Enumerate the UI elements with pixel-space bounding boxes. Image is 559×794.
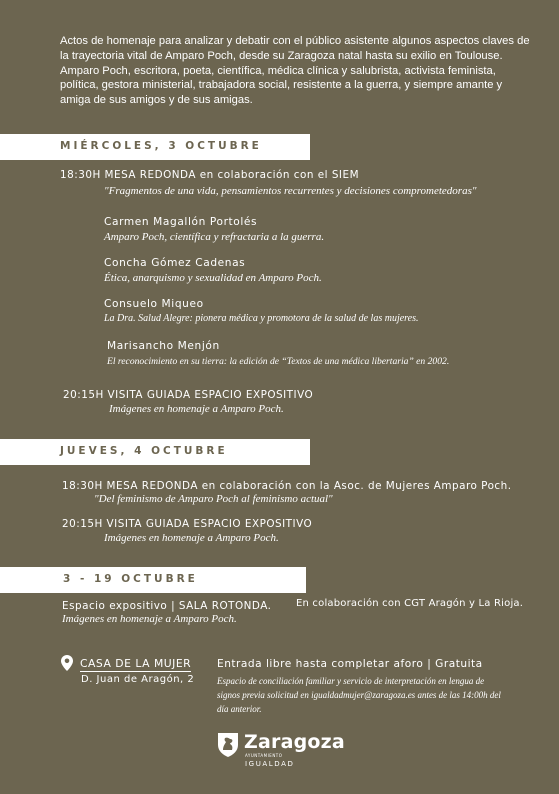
day1-label: MIÉRCOLES, 3 OCTUBRE xyxy=(60,140,262,152)
speaker-talk: Amparo Poch, científica y refractaria a la guerra. xyxy=(104,231,325,243)
day2-band xyxy=(0,439,310,465)
day3-espacio-heading: Espacio expositivo | SALA ROTONDA. xyxy=(62,600,272,612)
venue-address: D. Juan de Aragón, 2 xyxy=(81,674,195,685)
entrada-text: Entrada libre hasta completar aforo | Gratuita xyxy=(217,658,483,670)
speaker-talk: Ética, anarquismo y sexualidad en Amparo Poch. xyxy=(104,272,322,284)
location-pin-icon xyxy=(61,655,73,671)
intro-text: Actos de homenaje para analizar y debatir con el público asistente algunos aspectos claves de la trayectoria vital de Amparo Poch, desde su Zaragoza natal hasta su exilio en Toulouse. Amparo Poch, escritora, poeta, científica, médica clínica y salubrista, activista feminista, política, gestora ministerial, trabajadora social, resistente a la guerra, y siempre amante y amiga de sus amigos y de sus amigas. xyxy=(60,35,530,107)
logo-dept: IGUALDAD xyxy=(245,760,295,768)
day3-label: 3 - 19 OCTUBRE xyxy=(63,573,198,585)
day1-band xyxy=(0,134,310,160)
day2-visita-heading: 20:15H VISITA GUIADA ESPACIO EXPOSITIVO xyxy=(62,518,313,530)
lion-crest-icon xyxy=(217,732,239,758)
day2-mesa-heading: 18:30H MESA REDONDA en colaboración con la Asoc. de Mujeres Amparo Poch. xyxy=(62,480,512,492)
day3-band xyxy=(0,567,306,593)
day1-mesa-heading: 18:30H MESA REDONDA en colaboración con el SIEM xyxy=(60,169,360,181)
conciliation-note: Espacio de conciliación familiar y servicio de interpretación en lengua de signos previa solicitud en igualdadmujer@zaragoza.es antes de las 14:00h del día anterior. xyxy=(217,676,501,714)
logo-sub: AYUNTAMIENTO xyxy=(245,753,283,758)
day2-visita-sub: Imágenes en homenaje a Amparo Poch. xyxy=(104,532,279,544)
day2-mesa-title: "Del feminismo de Amparo Poch al feminismo actual" xyxy=(94,493,333,505)
speaker-name: Consuelo Miqueo xyxy=(104,298,204,310)
speaker-name: Carmen Magallón Portolés xyxy=(104,216,258,228)
speaker-name: Marisancho Menjón xyxy=(107,340,220,352)
speaker-talk: La Dra. Salud Alegre: pionera médica y promotora de la salud de las mujeres. xyxy=(104,313,419,324)
speaker-talk: El reconocimiento en su tierra: la edición de “Textos de una médica libertaria” en 2002. xyxy=(107,356,450,367)
day2-label: JUEVES, 4 OCTUBRE xyxy=(60,445,228,457)
day3-colab: En colaboración con CGT Aragón y La Rioja. xyxy=(296,598,524,609)
logo-name: Zaragoza xyxy=(244,731,345,753)
speaker-name: Concha Gómez Cadenas xyxy=(104,257,246,269)
day1-visita-sub: Imágenes en homenaje a Amparo Poch. xyxy=(109,403,284,415)
day3-sub: Imágenes en homenaje a Amparo Poch. xyxy=(62,613,237,625)
day1-visita-heading: 20:15H VISITA GUIADA ESPACIO EXPOSITIVO xyxy=(63,389,314,401)
venue-name: CASA DE LA MUJER xyxy=(80,657,192,670)
day1-mesa-title: "Fragmentos de una vida, pensamientos recurrentes y decisiones comprometedoras" xyxy=(104,185,477,197)
